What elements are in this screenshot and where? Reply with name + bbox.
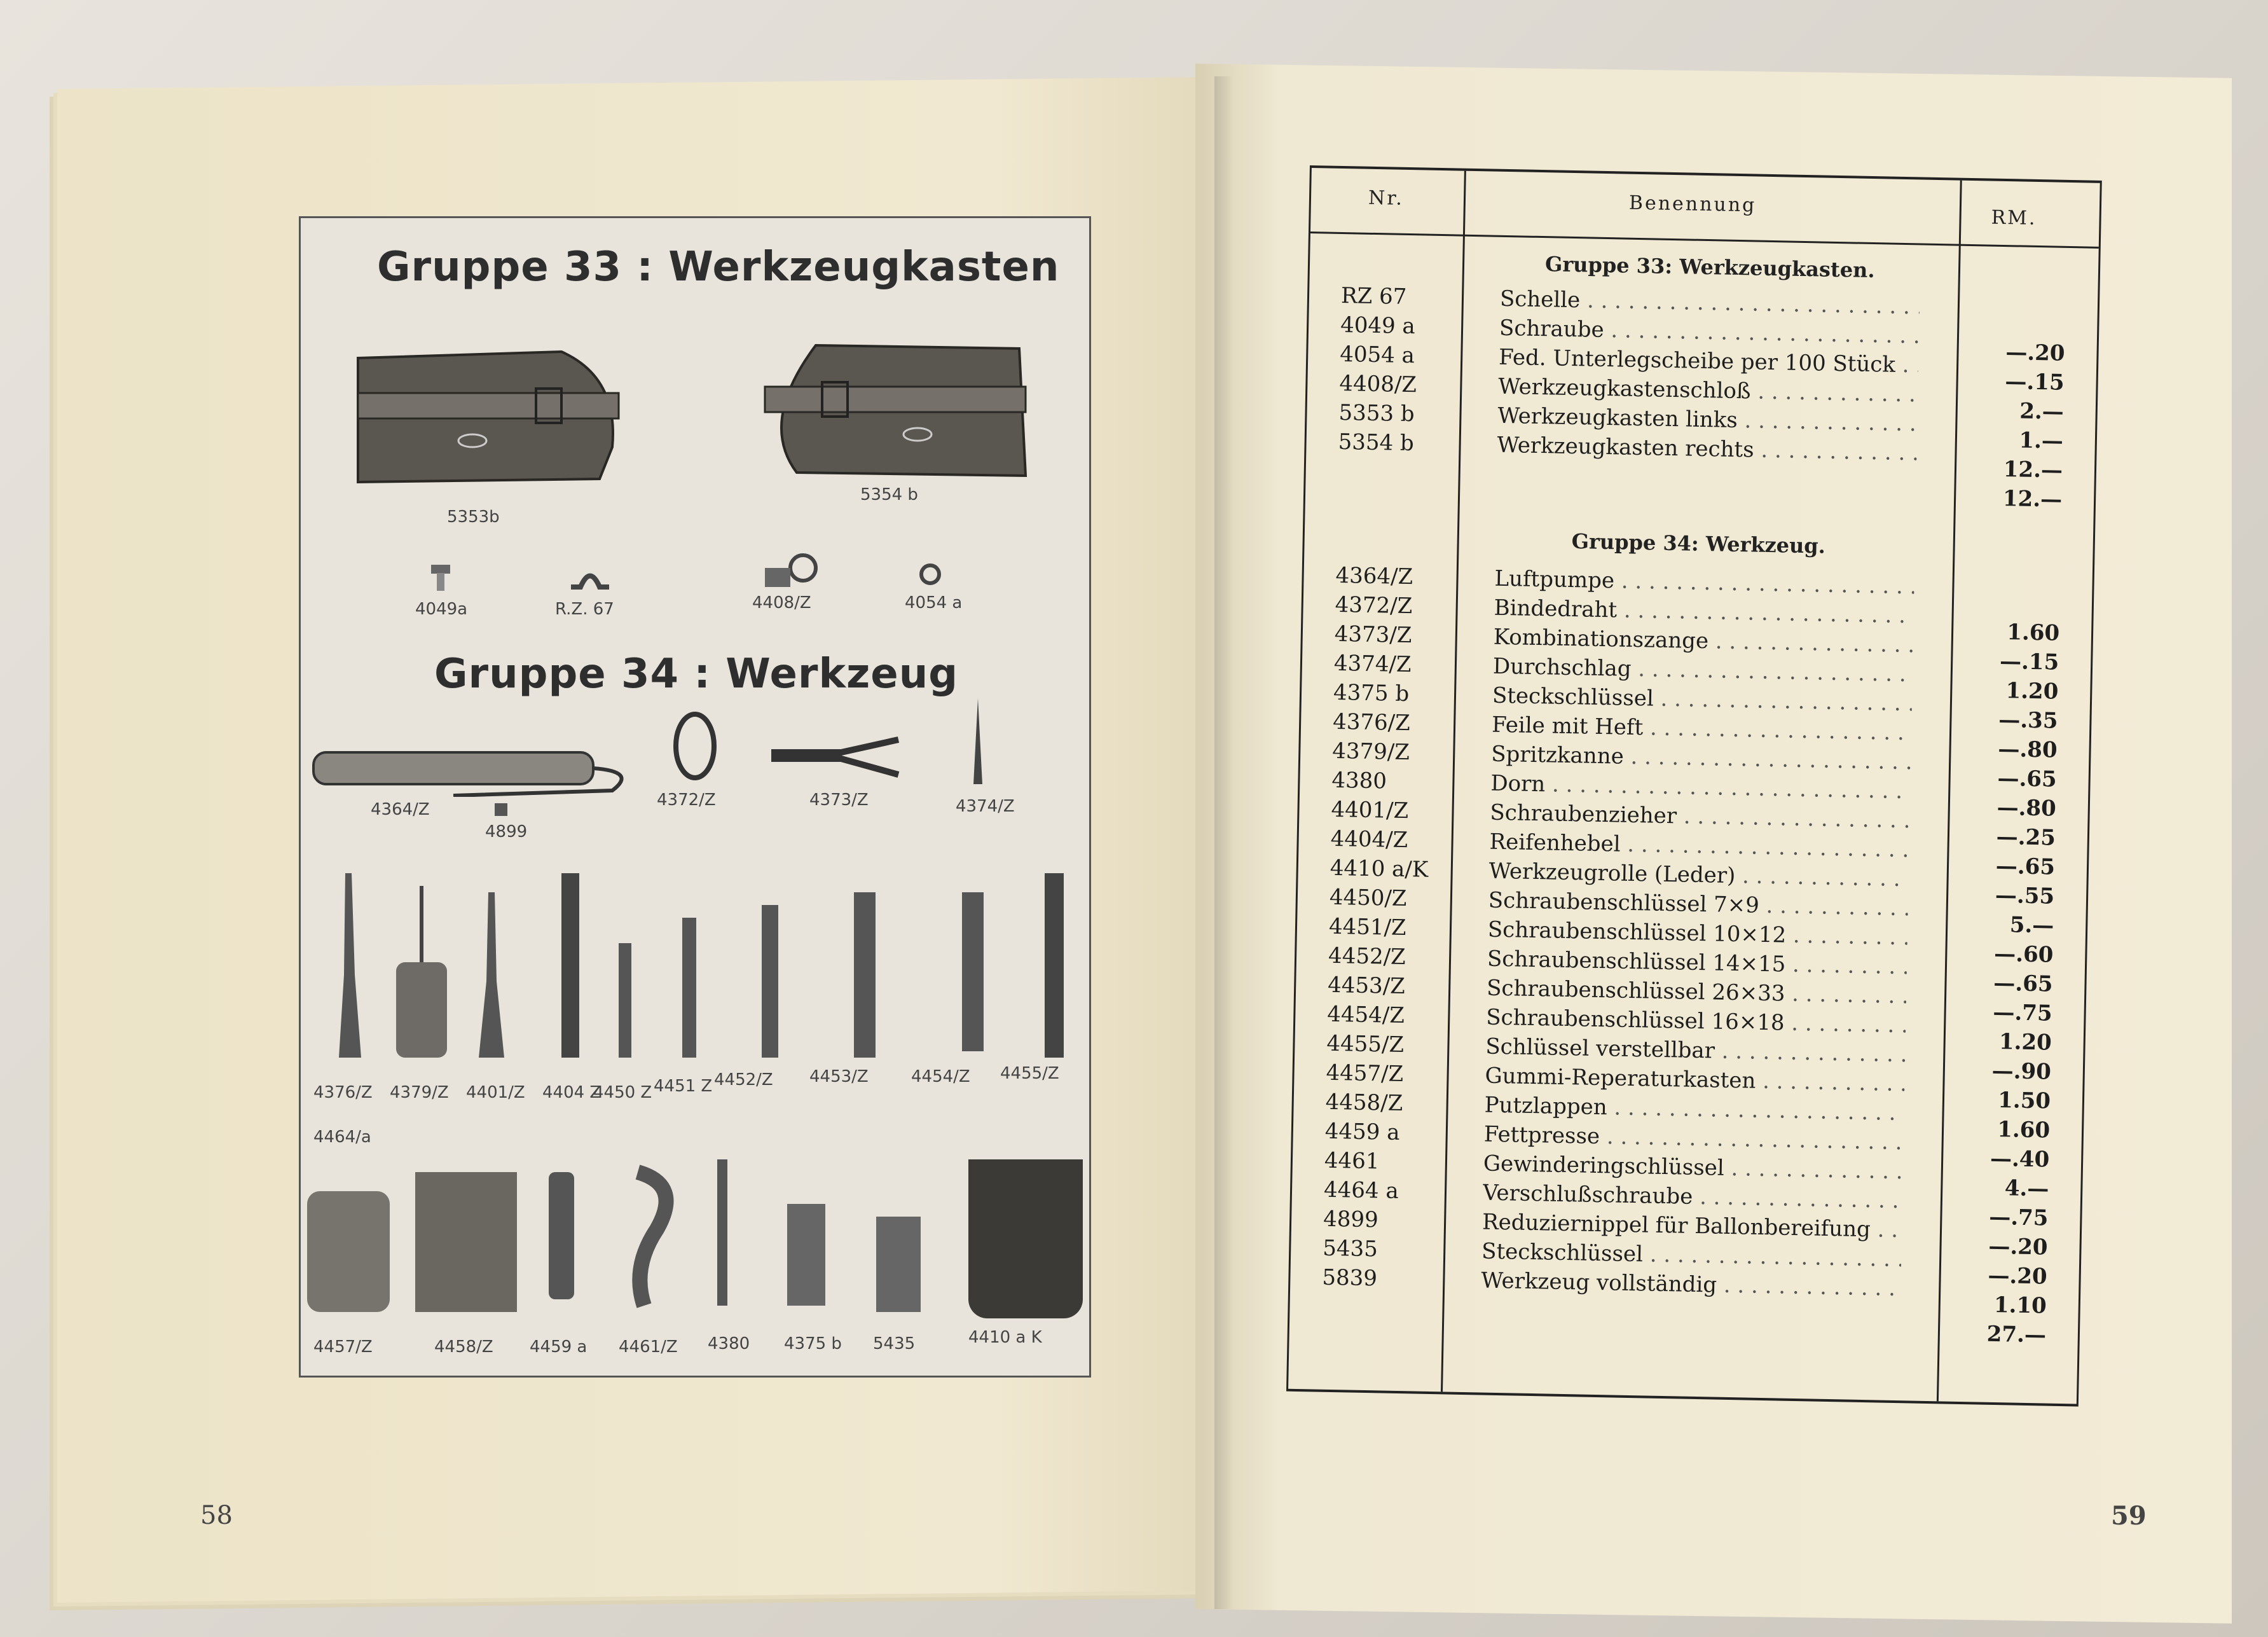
item-name: Fed. Unterlegscheibe per 100 Stück . . . [1499,345,1919,378]
item-name: Spritzkanne . . . [1491,742,1911,775]
item-number: 4454/Z [1326,1001,1405,1029]
item-name: Schraubenschlüssel 26×33 . . . [1487,976,1907,1009]
item-name: Fettpresse . . . [1483,1122,1904,1156]
item-number: 4461 [1324,1147,1380,1175]
item-price: —.15 [1999,648,2059,675]
book-gutter [1214,76,1234,1609]
item-price: 1.50 [1997,1088,2051,1114]
item-number: 4372/Z [1335,591,1413,619]
label-rz67: R.Z. 67 [555,600,614,619]
item-name: Steckschlüssel . . . [1481,1239,1902,1273]
item-name: Kombinationszange . . . [1493,625,1913,658]
item-number: 4380 [1331,767,1387,794]
item-name: Schelle . . . [1500,286,1920,320]
item-number: RZ 67 [1340,282,1407,310]
label-5353b: 5353b [447,508,500,527]
item-name: Schlüssel verstellbar . . . [1485,1034,1906,1068]
item-price [1964,310,2066,312]
item-number: 4379/Z [1331,738,1410,766]
item-name: Werkzeugkastenschloß . . . [1498,374,1918,408]
item-price [1958,590,2060,591]
item-price: 4.— [2004,1175,2049,1202]
item-name: Verschlußschraube . . . [1483,1180,1903,1214]
item-price: —.15 [2005,369,2065,396]
wrench-row-image [326,867,1076,1077]
nipple-image [491,800,511,819]
toolbox-right-image [759,333,1038,485]
item-name: Schraubenschlüssel 7×9 . . . [1488,888,1908,922]
washer-image [918,562,943,587]
group-33-title: Gruppe 33 : Werkzeugkasten [377,244,1060,291]
group-34-heading: Gruppe 34: Werkzeug. [1571,529,1826,558]
item-price: —.75 [1993,999,2052,1026]
item-number: 4464 a [1323,1177,1399,1204]
item-name: Schraube . . . [1499,315,1920,349]
item-name: Luftpumpe . . . [1494,566,1914,600]
item-number: 4450/Z [1329,884,1407,912]
item-number: 4374/Z [1333,650,1412,678]
lock-image [759,549,822,593]
item-number: 4458/Z [1325,1089,1403,1117]
item-price: 2.— [2019,398,2065,425]
bottom-tools-image [301,1159,1089,1325]
label-4464a: 4464/a [313,1128,371,1147]
item-name: Gewinderingschlüssel . . . [1483,1151,1904,1185]
price-list-table [1286,165,2102,1407]
header-price: RM. [1991,206,2037,230]
item-name: Werkzeugrolle (Leder) . . . [1488,859,1909,892]
label-5435: 5435 [873,1334,916,1353]
item-name: Dorn . . . [1490,771,1911,805]
item-number: 5839 [1322,1264,1378,1292]
punch-image [968,695,987,791]
air-pump-image [307,740,638,797]
item-price: —.65 [1997,765,2058,792]
label-4404z: 4404 Z [542,1083,601,1102]
item-number: 4457/Z [1326,1060,1404,1088]
item-price: 27.— [1986,1321,2047,1348]
label-4450z: 4450 Z [593,1083,652,1102]
item-number: 4376/Z [1332,708,1411,736]
label-4401z: 4401/Z [466,1083,525,1102]
toolbox-left-image [345,339,625,492]
label-4451z: 4451 Z [654,1077,713,1096]
label-4455z: 4455/Z [1000,1064,1059,1083]
item-price: —.60 [1993,941,2054,968]
label-4364z: 4364/Z [371,800,430,819]
right-page-number: 59 [2111,1501,2147,1531]
item-number: 4404/Z [1330,825,1408,853]
item-name: Putzlappen . . . [1484,1093,1904,1126]
label-4380: 4380 [708,1334,750,1353]
item-price: —.20 [1988,1262,2048,1290]
item-price: —.65 [1995,853,2056,880]
item-name: Feile mit Heft . . . [1492,712,1912,746]
item-name: Reifenhebel . . . [1489,829,1909,863]
item-name: Werkzeugkasten rechts . . . [1497,432,1917,466]
item-number: 4453/Z [1327,972,1406,1000]
item-number: 4373/Z [1334,621,1412,649]
label-4408z: 4408/Z [752,593,811,612]
item-price: —.20 [2005,340,2065,366]
label-4374z: 4374/Z [956,797,1015,816]
item-price: 12.— [2003,457,2063,483]
item-number: 4375 b [1333,679,1410,707]
label-4452z: 4452/Z [714,1070,773,1089]
label-4372z: 4372/Z [657,791,716,810]
item-number: 5353 b [1338,399,1415,427]
item-price: —.55 [1995,882,2055,909]
item-price: 1.20 [1998,1029,2052,1056]
item-price: —.75 [1988,1204,2049,1231]
item-price: —.20 [1988,1233,2048,1261]
label-4461z: 4461/Z [619,1337,678,1357]
item-name: Steckschlüssel . . . [1492,683,1913,717]
label-4457z: 4457/Z [313,1337,373,1357]
label-4458z: 4458/Z [434,1337,493,1357]
item-number: 5435 [1322,1235,1378,1262]
label-4899: 4899 [485,822,528,841]
pliers-image [765,727,905,784]
item-price: 1.— [2019,427,2064,454]
item-number: 4054 a [1339,341,1415,369]
header-divider [1310,231,2099,249]
header-name: Benennung [1628,191,1757,217]
item-number: 4049 a [1340,312,1416,340]
item-name: Werkzeug vollständig . . . [1481,1267,1901,1301]
item-number: 5354 b [1338,429,1415,457]
binding-wire-image [670,708,720,784]
item-name: Schraubenschlüssel 14×15 . . . [1487,946,1907,980]
item-price: 1.60 [2006,619,2060,646]
label-4373z: 4373/Z [809,791,869,810]
item-price: —.40 [1990,1145,2050,1173]
item-price: 12.— [2002,486,2063,513]
item-price: —.65 [1993,970,2053,997]
item-price: 1.60 [1997,1117,2051,1143]
screw-image [428,562,453,593]
item-number: 4408/Z [1339,370,1417,398]
item-number: 4455/Z [1326,1030,1405,1058]
label-4054a: 4054 a [905,593,963,612]
label-4410ak: 4410 a K [968,1328,1042,1347]
item-name: Reduziernippel für Ballonbereifung . . . [1482,1210,1902,1243]
label-5354b: 5354 b [860,485,918,504]
item-price: —.35 [1998,707,2058,734]
item-number: 4451/Z [1328,913,1407,941]
label-4375b: 4375 b [784,1334,842,1353]
item-number: 4452/Z [1328,943,1406,970]
tool-photo-plate [299,216,1091,1378]
header-nr: Nr. [1368,186,1405,210]
item-price: 1.10 [1993,1292,2047,1319]
left-page-number: 58 [200,1501,233,1530]
group-33-heading: Gruppe 33: Werkzeugkasten. [1544,252,1875,283]
item-price: —.80 [1997,794,2057,822]
label-4049a: 4049a [415,600,468,619]
item-price: —.25 [1996,824,2056,851]
label-4453z: 4453/Z [809,1067,869,1086]
item-name: Werkzeugkasten links . . . [1497,403,1918,437]
item-number: 4410 a/K [1330,855,1429,883]
item-name: Bindedraht . . . [1494,595,1914,629]
label-4454z: 4454/Z [911,1067,970,1086]
item-price: 1.20 [2005,678,2059,705]
item-number: 4364/Z [1335,562,1413,590]
label-4459a: 4459 a [530,1337,588,1357]
item-price: —.80 [1998,736,2058,763]
item-number: 4899 [1323,1206,1379,1233]
item-name: Schraubenzieher . . . [1490,800,1910,834]
group-34-title: Gruppe 34 : Werkzeug [434,651,959,698]
item-name: Gummi-Reperaturkasten . . . [1485,1063,1905,1097]
clamp-image [568,562,612,593]
item-name: Schraubenschlüssel 16×18 . . . [1486,1005,1906,1039]
item-number: 4459 a [1324,1118,1400,1145]
item-name: Durchschlag . . . [1493,654,1913,687]
item-price: 5.— [2009,912,2054,939]
item-price: —.90 [1991,1058,2052,1085]
label-4379z: 4379/Z [390,1083,449,1102]
item-number: 4401/Z [1331,796,1409,824]
item-name: Schraubenschlüssel 10×12 . . . [1488,917,1908,951]
label-4376z: 4376/Z [313,1083,373,1102]
